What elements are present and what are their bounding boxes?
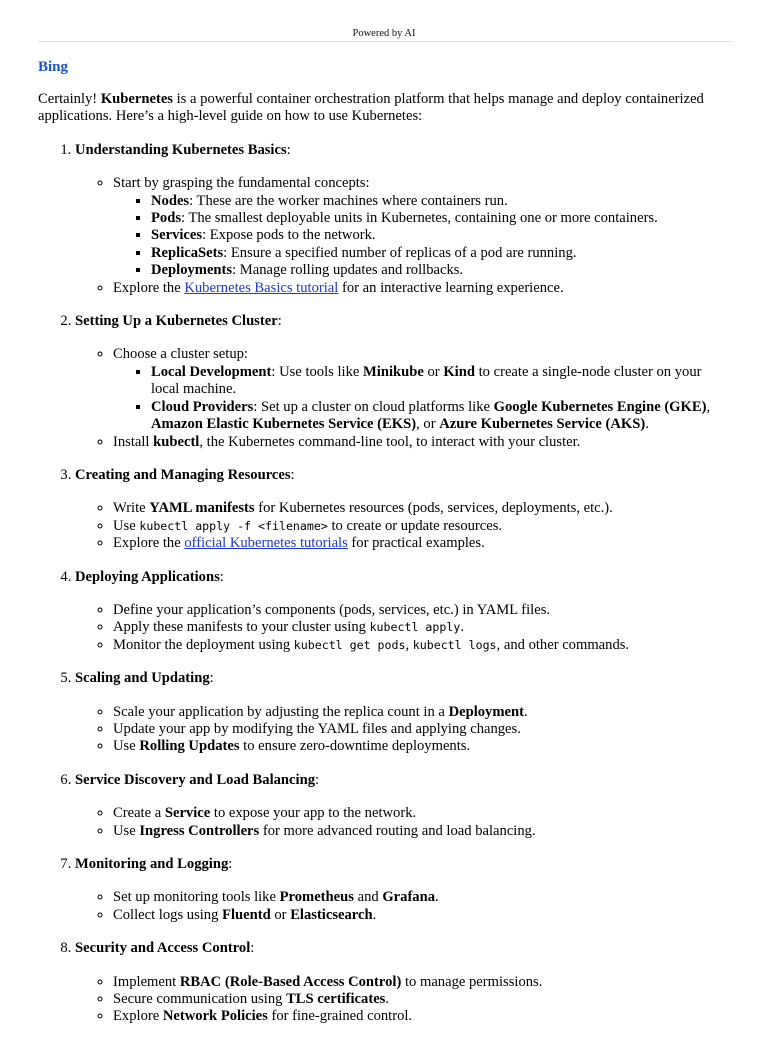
intro-text: Certainly!	[38, 91, 101, 107]
item-text: Use	[113, 738, 140, 755]
item-text: for fine-grained control.	[267, 1008, 413, 1025]
item-text: .	[460, 619, 464, 636]
list-item	[151, 227, 730, 244]
term-elasticsearch: Elasticsearch	[290, 906, 373, 923]
step-8-items	[75, 974, 730, 1026]
item-text: : Ensure a specified number of replicas of a pod are running.	[223, 244, 577, 261]
header-divider	[38, 41, 731, 42]
item-text: and	[353, 889, 383, 906]
list-item	[151, 364, 730, 399]
step-8-title: Security and Access Control	[75, 940, 251, 957]
steps-list	[38, 142, 730, 1026]
list-item	[113, 518, 730, 535]
item-text: .	[372, 906, 377, 923]
list-item	[113, 805, 730, 822]
term-prometheus: Prometheus	[279, 889, 354, 906]
item-text: Explore	[113, 1008, 163, 1025]
colon: :	[228, 856, 233, 872]
item-text: for more advanced routing and load balancing.	[259, 822, 536, 839]
item-text: .	[435, 889, 439, 906]
colon: :	[277, 313, 282, 330]
list-item	[151, 262, 730, 279]
list-item	[113, 907, 730, 924]
list-item	[113, 619, 730, 636]
step-4-title: Deploying Applications	[75, 568, 220, 585]
term-cloud-providers: Cloud Providers	[151, 398, 254, 415]
term-tls-certificates: TLS certificates	[286, 991, 386, 1008]
term-local-development: Local Development	[151, 363, 272, 380]
item-text: Define your application’s components (pods, services, etc.) in YAML files.	[113, 601, 551, 618]
kubernetes-basics-tutorial-link[interactable]: Kubernetes Basics tutorial	[184, 279, 339, 296]
step-title	[75, 856, 730, 873]
step-5	[75, 670, 730, 756]
item-text: , the Kubernetes command-line tool, to interact with your cluster.	[199, 433, 581, 450]
step-7	[75, 856, 730, 924]
term-rbac: RBAC (Role-Based Access Control)	[179, 973, 402, 990]
term-rolling-updates: Rolling Updates	[139, 738, 240, 755]
item-text: : Expose pods to the network.	[202, 227, 376, 244]
list-item	[113, 889, 730, 906]
code-kubectl-logs: kubectl logs	[412, 637, 497, 652]
term-grafana: Grafana	[382, 889, 436, 906]
step-3-items	[75, 500, 730, 552]
powered-by-label: Powered by AI	[352, 28, 416, 39]
step-1-items	[75, 175, 730, 297]
step-7-items	[75, 889, 730, 924]
step-title	[75, 313, 730, 330]
step-title	[75, 569, 730, 586]
code-kubectl-apply: kubectl apply	[369, 620, 461, 635]
bing-heading: Bing	[38, 59, 69, 75]
code-kubectl-get-pods: kubectl get pods	[293, 637, 406, 652]
item-text: or	[270, 906, 291, 923]
step-4-items	[75, 602, 730, 654]
term-yaml-manifests: YAML manifests	[149, 500, 255, 517]
item-text: to create or update resources.	[327, 517, 503, 534]
term-ingress-controllers: Ingress Controllers	[139, 822, 260, 839]
item-text: : Set up a cluster on cloud platforms like	[253, 398, 494, 415]
term-service: Service	[164, 805, 211, 822]
list-item	[151, 399, 730, 434]
list-item	[113, 280, 730, 297]
item-text: Set up monitoring tools like	[113, 889, 280, 906]
term-replicasets: ReplicaSets	[151, 244, 224, 261]
item-text: for practical examples.	[347, 535, 485, 552]
list-item	[113, 602, 730, 619]
step-1	[75, 142, 730, 297]
cluster-options-list	[113, 364, 730, 434]
concepts-list	[113, 193, 730, 280]
term-kind: Kind	[443, 363, 475, 380]
term-eks: Amazon Elastic Kubernetes Service (EKS)	[151, 416, 417, 433]
list-item	[151, 193, 730, 210]
item-text: Explore the	[113, 279, 185, 296]
item-text: Install	[113, 433, 154, 450]
term-deployment: Deployment	[448, 703, 524, 720]
item-text: .	[523, 703, 528, 720]
step-title	[75, 467, 730, 484]
step-6	[75, 772, 730, 840]
step-2	[75, 313, 730, 451]
colon: :	[315, 771, 320, 788]
step-3-title: Creating and Managing Resources	[75, 466, 291, 483]
item-text: for an interactive learning experience.	[338, 279, 564, 296]
answer-content	[38, 58, 730, 1042]
item-text: for Kubernetes resources (pods, services, deployments, etc.).	[254, 500, 613, 517]
colon: :	[209, 670, 214, 687]
step-3	[75, 467, 730, 553]
item-text: Collect logs using	[113, 906, 223, 923]
item-text: Use	[113, 517, 140, 534]
item-text: : These are the worker machines where containers run.	[189, 192, 508, 209]
item-text: : Manage rolling updates and rollbacks.	[232, 262, 464, 279]
list-item	[151, 245, 730, 262]
step-title	[75, 772, 730, 789]
list-item	[113, 721, 730, 738]
item-text: Implement	[113, 973, 180, 990]
colon: :	[219, 568, 224, 585]
list-item	[113, 500, 730, 517]
item-text: Create a	[113, 805, 165, 822]
official-kubernetes-tutorials-link[interactable]: official Kubernetes tutorials	[184, 535, 348, 552]
item-text: , and other commands.	[496, 636, 630, 653]
item-text: .	[645, 416, 649, 433]
code-kubectl-apply-f: kubectl apply -f <filename>	[139, 518, 328, 533]
item-text: : The smallest deployable units in Kubernetes, containing one or more containers.	[181, 210, 658, 227]
colon: :	[250, 940, 255, 957]
step-title	[75, 670, 730, 687]
item-text: or	[423, 363, 444, 380]
term-aks: Azure Kubernetes Service (AKS)	[439, 416, 646, 433]
step-6-items	[75, 805, 730, 840]
item-text: Apply these manifests to your cluster using	[113, 619, 370, 636]
item-text: Scale your application by adjusting the replica count in a	[113, 703, 449, 720]
item-text: Choose a cluster setup:	[113, 346, 248, 363]
step-2-title: Setting Up a Kubernetes Cluster	[75, 313, 278, 330]
list-item	[113, 535, 730, 552]
step-1-title: Understanding Kubernetes Basics	[75, 141, 287, 158]
step-5-items	[75, 704, 730, 756]
list-item	[113, 704, 730, 721]
item-text: .	[385, 991, 390, 1008]
term-deployments: Deployments	[151, 262, 233, 279]
item-text: ,	[405, 636, 413, 653]
term-nodes: Nodes	[151, 192, 190, 209]
term-fluentd: Fluentd	[222, 906, 271, 923]
item-text: to ensure zero-downtime deployments.	[239, 738, 471, 755]
step-7-title: Monitoring and Logging	[75, 856, 229, 872]
step-2-items	[75, 346, 730, 450]
item-text: to create a single-node cluster on your local machine.	[151, 363, 702, 398]
intro-text-rest: is a powerful container orchestration platform that helps manage and deploy containerized applications. Here’s a high-level guide on how to use Kubernetes:	[38, 91, 704, 125]
step-6-title: Service Discovery and Load Balancing	[75, 771, 315, 788]
list-item	[113, 738, 730, 755]
term-pods: Pods	[151, 210, 182, 227]
intro-paragraph	[38, 91, 730, 126]
list-item	[113, 637, 730, 654]
list-item	[113, 991, 730, 1008]
step-8	[75, 940, 730, 1026]
list-item	[151, 210, 730, 227]
item-text: Secure communication using	[113, 991, 287, 1008]
item-text: : Use tools like	[271, 363, 364, 380]
item-text: Use	[113, 822, 140, 839]
item-text: Explore the	[113, 535, 185, 552]
item-text: Start by grasping the fundamental concepts:	[113, 175, 370, 192]
item-text: Monitor the deployment using	[113, 636, 294, 653]
term-network-policies: Network Policies	[162, 1008, 268, 1025]
term-kubectl: kubectl	[153, 433, 200, 450]
step-5-title: Scaling and Updating	[75, 670, 210, 687]
item-text: , or	[416, 416, 440, 433]
item-text: ,	[706, 398, 711, 415]
term-services: Services	[151, 227, 203, 244]
term-minikube: Minikube	[363, 363, 424, 380]
step-title	[75, 940, 730, 957]
list-item	[113, 175, 730, 279]
item-text: to manage permissions.	[401, 973, 543, 990]
step-4	[75, 569, 730, 655]
list-item	[113, 823, 730, 840]
step-title	[75, 142, 730, 159]
item-text: Write	[113, 500, 150, 517]
intro-bold-kubernetes: Kubernetes	[100, 91, 173, 107]
colon: :	[290, 466, 295, 483]
list-item	[113, 1008, 730, 1025]
item-text: to expose your app to the network.	[210, 805, 417, 822]
colon: :	[286, 141, 291, 158]
term-gke: Google Kubernetes Engine (GKE)	[493, 398, 707, 415]
list-item	[113, 974, 730, 991]
list-item	[113, 434, 730, 451]
item-text: Update your app by modifying the YAML files and applying changes.	[113, 720, 521, 737]
list-item	[113, 346, 730, 433]
